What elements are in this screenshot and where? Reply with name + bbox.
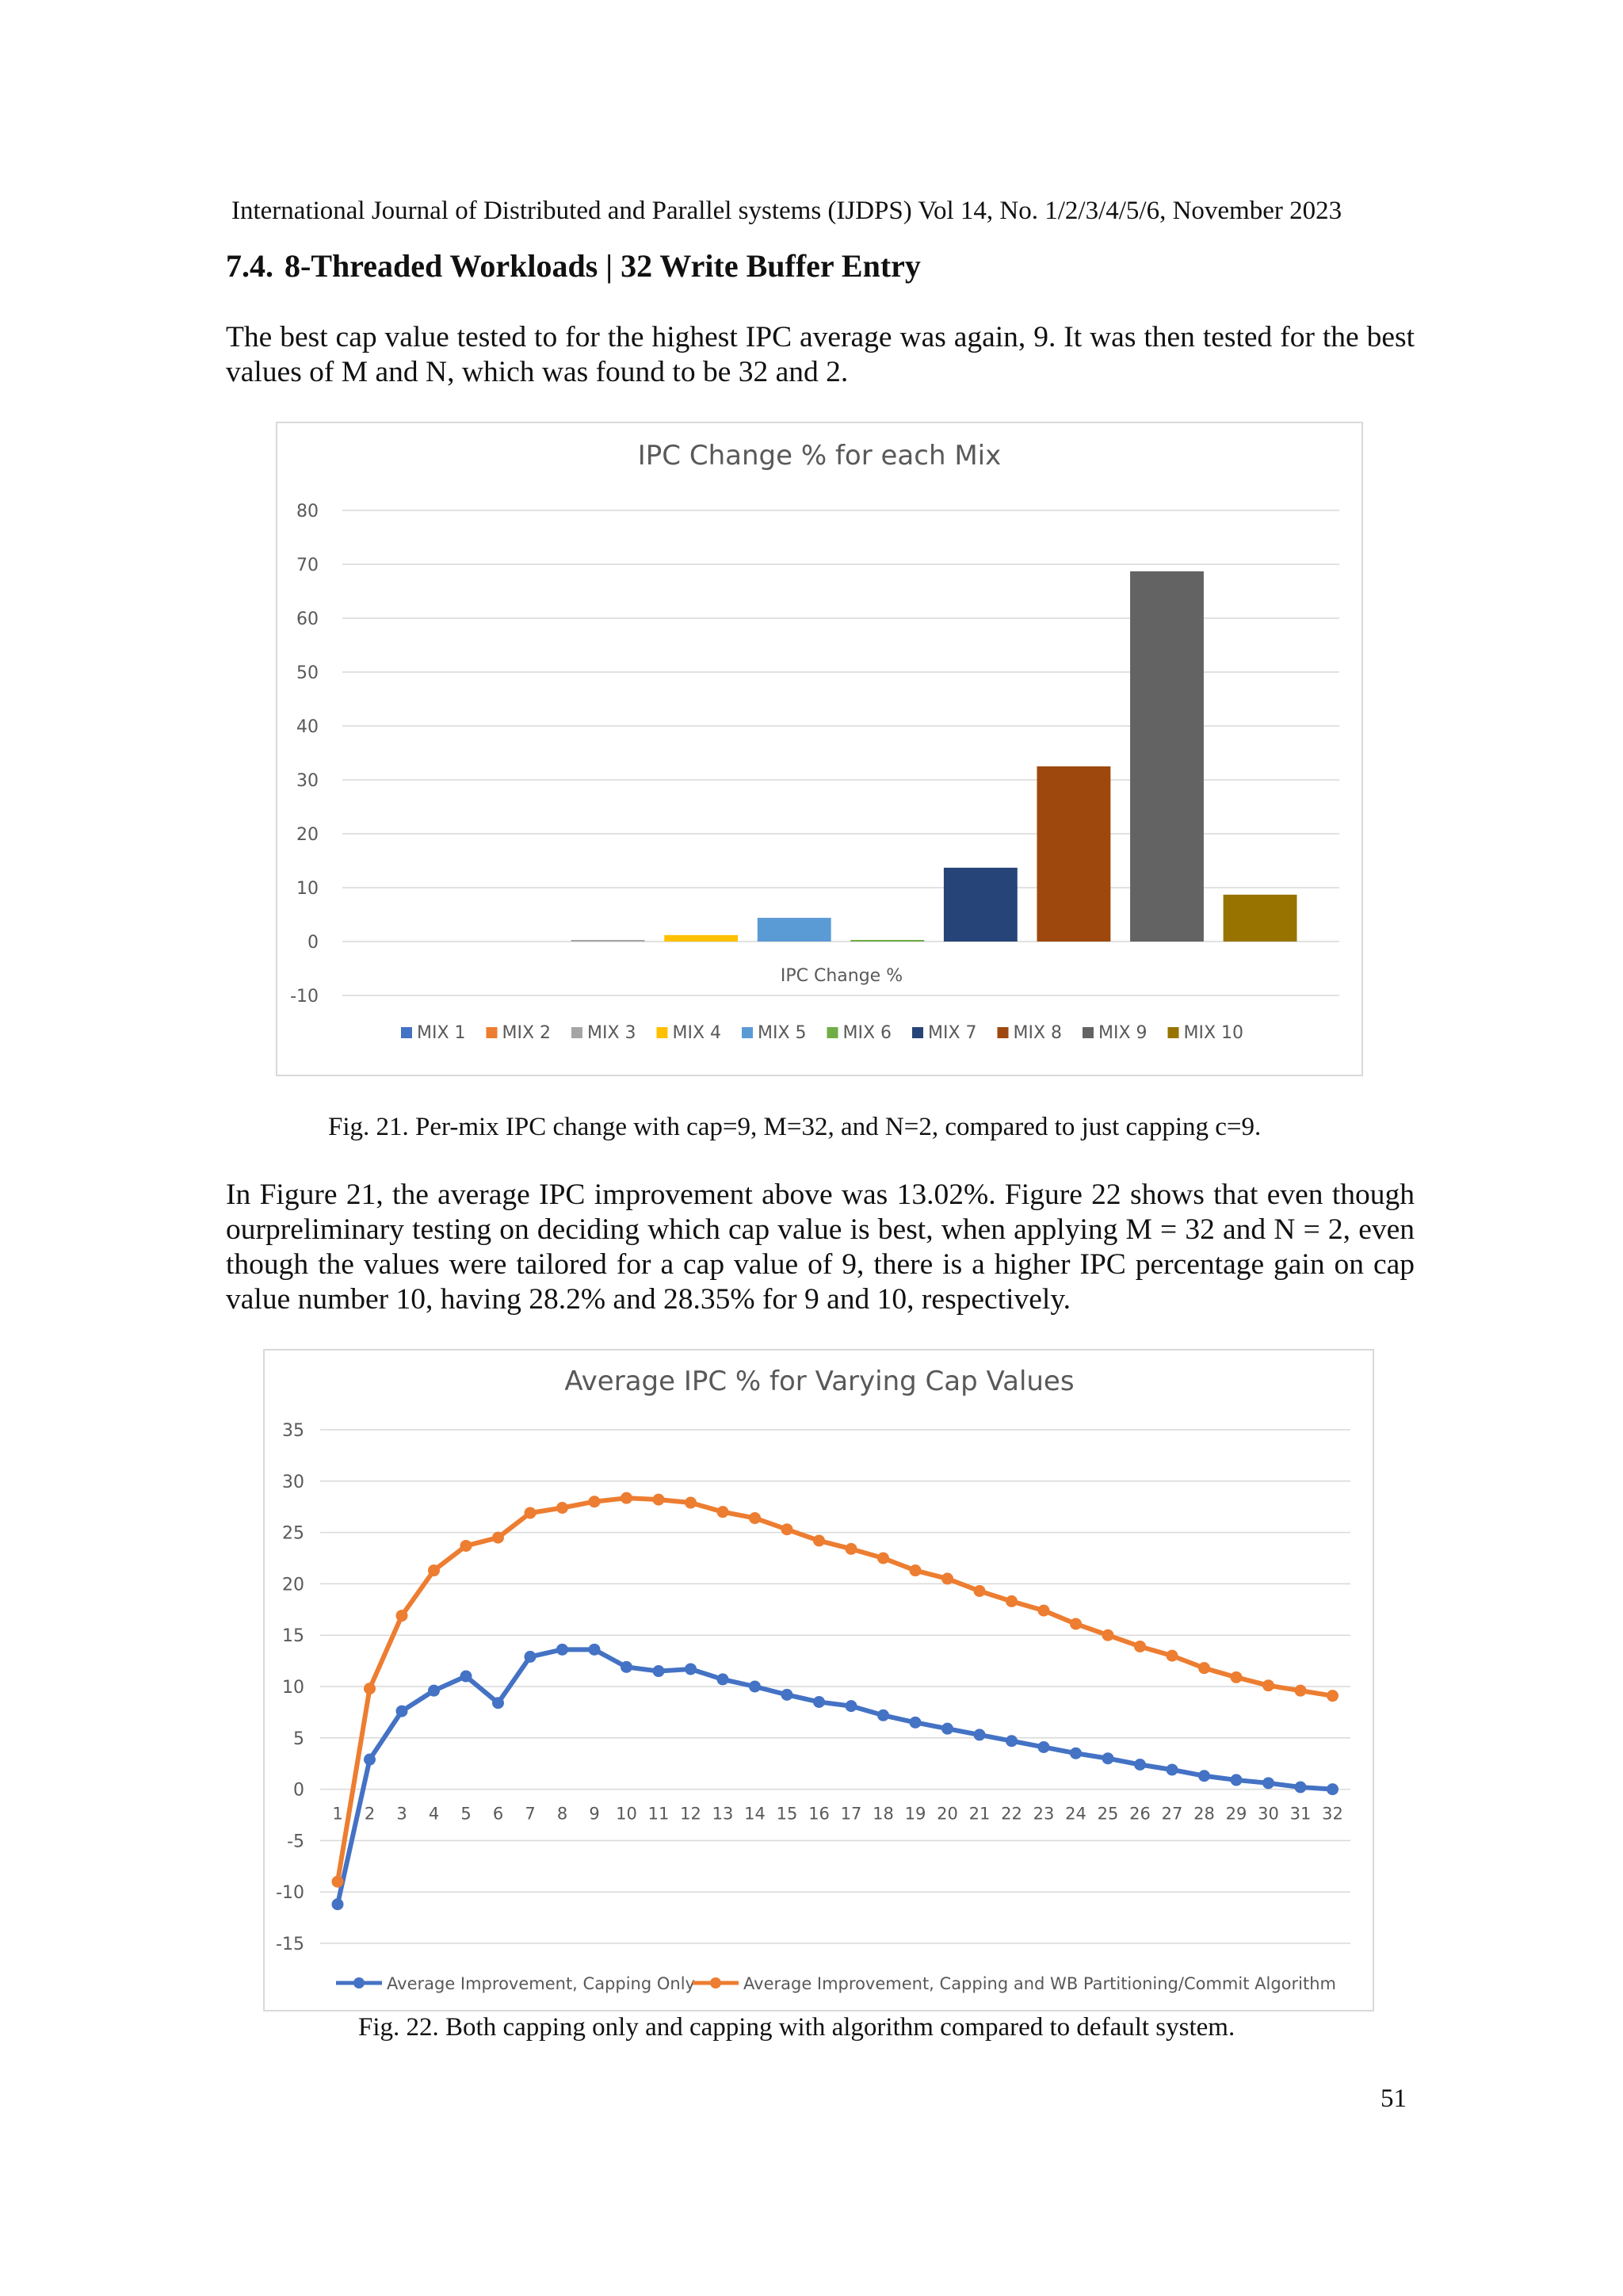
x-tick-label: 12 <box>680 1804 701 1824</box>
data-point <box>1327 1690 1338 1702</box>
x-tick-label: 32 <box>1322 1804 1343 1824</box>
legend-swatch <box>487 1027 498 1038</box>
y-tick-label: -15 <box>276 1935 304 1954</box>
figure-21-chart <box>276 422 1363 1076</box>
bar-mix-6 <box>850 940 924 942</box>
data-point <box>556 1502 568 1514</box>
bar-mix-7 <box>944 868 1018 942</box>
data-point <box>974 1729 986 1740</box>
y-tick-label: 40 <box>296 717 319 737</box>
x-tick-label: 14 <box>744 1804 766 1824</box>
data-point <box>1038 1741 1050 1753</box>
data-point <box>846 1543 857 1555</box>
data-point <box>332 1898 344 1910</box>
data-point <box>1262 1679 1274 1691</box>
data-point <box>1198 1770 1210 1782</box>
data-point <box>1198 1662 1210 1674</box>
data-point <box>492 1697 504 1709</box>
x-tick-label: 11 <box>647 1804 670 1824</box>
data-point <box>428 1564 440 1576</box>
data-point <box>1070 1748 1082 1759</box>
x-tick-label: 24 <box>1065 1804 1086 1824</box>
data-point <box>717 1506 729 1518</box>
data-point <box>910 1564 922 1576</box>
data-point <box>1167 1650 1178 1662</box>
data-point <box>621 1492 632 1504</box>
bar-mix-8 <box>1037 766 1110 942</box>
bar-mix-4 <box>664 935 738 942</box>
y-tick-label: 10 <box>282 1678 304 1698</box>
x-tick-label: 10 <box>616 1804 637 1824</box>
y-tick-label: 20 <box>296 825 319 845</box>
data-point <box>556 1644 568 1656</box>
journal-header: International Journal of Distributed and Parallel systems (IJDPS) Vol 14, No. 1/2/3/4/5/6, November 2023 <box>231 197 1342 225</box>
legend-marker <box>710 1977 721 1988</box>
data-point <box>1231 1671 1243 1683</box>
legend-swatch <box>827 1027 838 1038</box>
data-point <box>1295 1782 1307 1794</box>
data-point <box>1070 1618 1082 1629</box>
data-point <box>460 1671 472 1683</box>
data-point <box>685 1497 697 1509</box>
series-line-2 <box>338 1498 1333 1881</box>
legend-swatch <box>657 1027 668 1038</box>
legend-label: MIX 10 <box>1183 1023 1244 1043</box>
page-number: 51 <box>1381 2084 1407 2113</box>
y-tick-label: 5 <box>293 1729 304 1749</box>
data-point <box>941 1723 953 1735</box>
legend-label: MIX 9 <box>1098 1023 1148 1043</box>
bar-mix-10 <box>1224 895 1297 942</box>
x-tick-label: 29 <box>1225 1804 1247 1824</box>
y-tick-label: 15 <box>282 1626 304 1647</box>
data-point <box>1102 1752 1114 1764</box>
data-point <box>1006 1595 1018 1607</box>
line-chart-svg <box>265 1350 1373 2010</box>
x-tick-label: 22 <box>1001 1804 1022 1824</box>
x-tick-label: 28 <box>1193 1804 1215 1824</box>
legend-label: Average Improvement, Capping Only <box>387 1974 695 1993</box>
data-point <box>717 1673 729 1685</box>
x-tick-label: 4 <box>428 1804 440 1824</box>
y-tick-label: 80 <box>296 502 319 521</box>
x-tick-label: 18 <box>873 1804 894 1824</box>
y-tick-label: -10 <box>276 1883 304 1904</box>
data-point <box>396 1610 408 1622</box>
x-tick-label: 13 <box>712 1804 734 1824</box>
data-point <box>653 1665 665 1677</box>
data-point <box>364 1754 376 1766</box>
data-point <box>1134 1641 1146 1652</box>
legend-label: MIX 6 <box>842 1023 892 1043</box>
y-tick-label: 20 <box>282 1575 304 1595</box>
legend-label: MIX 4 <box>672 1023 722 1043</box>
data-point <box>877 1710 889 1721</box>
figure-22-caption: Fig. 22. Both capping only and capping with algorithm compared to default system. <box>358 2013 1235 2042</box>
data-point <box>1134 1759 1146 1771</box>
data-point <box>1295 1685 1307 1697</box>
data-point <box>1038 1605 1050 1617</box>
x-tick-label: 25 <box>1097 1804 1119 1824</box>
y-tick-label: 50 <box>296 663 319 683</box>
data-point <box>621 1661 632 1673</box>
legend-swatch <box>571 1027 582 1038</box>
data-point <box>781 1523 793 1535</box>
data-point <box>781 1689 793 1701</box>
y-tick-label: 0 <box>293 1780 304 1801</box>
x-tick-label: 1 <box>332 1804 343 1824</box>
series-line-1 <box>338 1649 1333 1904</box>
data-point <box>941 1572 953 1584</box>
data-point <box>749 1512 761 1524</box>
section-number: 7.4. <box>226 248 273 284</box>
bar-mix-9 <box>1130 571 1204 942</box>
data-point <box>332 1876 344 1888</box>
legend-swatch <box>1083 1027 1094 1038</box>
x-tick-label: 6 <box>492 1804 504 1824</box>
legend-label: MIX 8 <box>1013 1023 1063 1043</box>
y-tick-label: 0 <box>307 933 319 953</box>
x-tick-label: 17 <box>840 1804 862 1824</box>
bar-mix-3 <box>571 940 645 942</box>
x-tick-label: 20 <box>937 1804 958 1824</box>
x-tick-label: 27 <box>1161 1804 1183 1824</box>
paragraph-1: The best cap value tested to for the highest IPC average was again, 9. It was then tested for the best values of M and N, which was found to be 32 and 2. <box>226 321 1415 388</box>
legend-label: MIX 7 <box>928 1023 977 1043</box>
legend-label: MIX 3 <box>587 1023 636 1043</box>
bar-chart-svg <box>277 423 1361 1075</box>
legend-label: MIX 5 <box>758 1023 807 1043</box>
x-tick-label: 23 <box>1033 1804 1055 1824</box>
legend-swatch <box>998 1027 1009 1038</box>
data-point <box>1262 1777 1274 1789</box>
data-point <box>910 1717 922 1729</box>
legend-swatch <box>1168 1027 1179 1038</box>
y-tick-label: -10 <box>290 987 319 1007</box>
x-tick-label: 3 <box>396 1804 407 1824</box>
y-tick-label: 70 <box>296 556 319 575</box>
data-point <box>460 1540 472 1552</box>
x-tick-label: 19 <box>904 1804 926 1824</box>
data-point <box>653 1494 665 1506</box>
y-tick-label: 60 <box>296 609 319 629</box>
legend-label: Average Improvement, Capping and WB Partitioning/Commit Algorithm <box>743 1974 1336 1993</box>
x-tick-label: 8 <box>556 1804 568 1824</box>
legend-marker <box>353 1977 365 1988</box>
data-point <box>396 1706 408 1717</box>
y-tick-label: -5 <box>287 1832 304 1852</box>
legend-swatch <box>742 1027 753 1038</box>
x-tick-label: 26 <box>1129 1804 1151 1824</box>
data-point <box>1231 1774 1243 1786</box>
data-point <box>1102 1629 1114 1641</box>
y-tick-label: 35 <box>282 1421 304 1441</box>
paragraph-2: In Figure 21, the average IPC improvement above was 13.02%. Figure 22 shows that even though ourpreliminary testing on deciding which cap value is best, when applying M = 32 and N = 2, even though the values were tailored for a cap value of 9, there is a higher IPC percentage gain on cap value number 10, having 28.2% and 28.35% for 9 and 10, respectively. <box>226 1179 1415 1316</box>
legend-label: MIX 2 <box>502 1023 552 1043</box>
data-point <box>525 1507 537 1519</box>
legend-swatch <box>401 1027 412 1038</box>
legend-label: MIX 1 <box>417 1023 466 1043</box>
data-point <box>589 1644 601 1656</box>
x-tick-label: 9 <box>589 1804 600 1824</box>
figure-22-chart <box>263 1349 1374 2011</box>
data-point <box>364 1683 376 1694</box>
x-tick-label: 30 <box>1258 1804 1279 1824</box>
y-tick-label: 30 <box>296 771 319 791</box>
data-point <box>974 1585 986 1597</box>
section-heading <box>226 247 921 285</box>
x-tick-label: 7 <box>525 1804 536 1824</box>
data-point <box>525 1651 537 1663</box>
figure-21-caption: Fig. 21. Per-mix IPC change with cap=9, M=32, and N=2, compared to just capping c=9. <box>328 1113 1262 1141</box>
data-point <box>877 1553 889 1564</box>
data-point <box>813 1534 825 1546</box>
x-tick-label: 5 <box>460 1804 472 1824</box>
section-title: 8-Threaded Workloads | 32 Write Buffer Entry <box>285 248 921 284</box>
data-point <box>492 1532 504 1544</box>
data-point <box>685 1663 697 1675</box>
x-tick-label: 2 <box>364 1804 376 1824</box>
x-tick-label: 16 <box>808 1804 830 1824</box>
x-tick-label: 15 <box>776 1804 798 1824</box>
legend-swatch <box>912 1027 923 1038</box>
data-point <box>846 1700 857 1712</box>
y-tick-label: 25 <box>282 1523 304 1544</box>
data-point <box>428 1685 440 1697</box>
data-point <box>749 1681 761 1693</box>
x-tick-label: 21 <box>968 1804 991 1824</box>
chart-title: Average IPC % for Varying Cap Values <box>564 1366 1075 1397</box>
bar-mix-5 <box>758 918 831 942</box>
data-point <box>813 1696 825 1708</box>
chart-title: IPC Change % for each Mix <box>637 440 1002 472</box>
x-category-label: IPC Change % <box>780 966 903 986</box>
data-point <box>1167 1763 1178 1775</box>
x-tick-label: 31 <box>1289 1804 1312 1824</box>
y-tick-label: 10 <box>296 879 319 899</box>
data-point <box>1006 1735 1018 1747</box>
data-point <box>589 1496 601 1507</box>
data-point <box>1327 1783 1338 1795</box>
y-tick-label: 30 <box>282 1472 304 1492</box>
